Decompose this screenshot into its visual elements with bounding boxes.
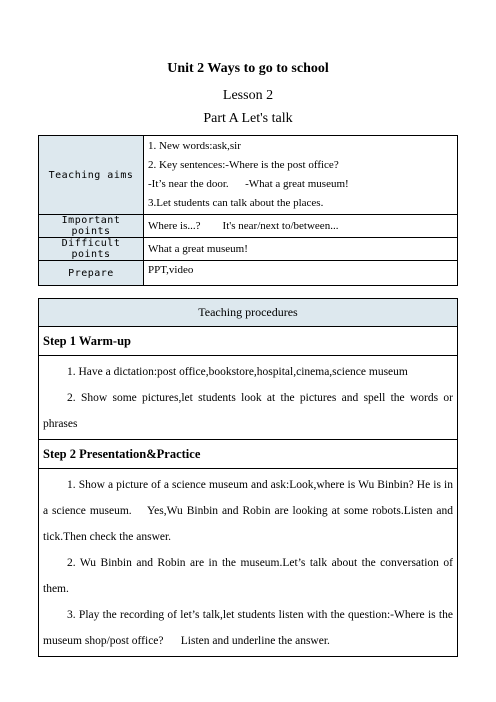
step-body-row — [39, 356, 458, 440]
step1-item: 1. Have a dictation:post office,bookstore,hospital,cinema,science museum — [67, 366, 408, 378]
unit-title: Unit 2 Ways to go to school — [167, 61, 329, 76]
important-content: Where is...? It's near/next to/between... — [144, 215, 458, 238]
aims-content — [144, 136, 458, 215]
important-label: Important points — [39, 215, 144, 238]
aims-row — [39, 136, 458, 215]
prepare-row — [39, 261, 458, 286]
difficult-content: What a great museum! — [144, 238, 458, 261]
lesson-title: Lesson 2 — [222, 88, 274, 103]
aims-line: -It’s near the door. -What a great museum! — [148, 178, 349, 190]
aims-label: Teaching aims — [39, 136, 144, 215]
difficult-label: Difficult points — [39, 238, 144, 261]
procedures-table — [38, 298, 458, 657]
step2-title: Step 2 Presentation&Practice — [39, 440, 458, 469]
prepare-content: PPT,video — [144, 261, 458, 286]
step2-item: 3. Play the recording of let’s talk,let students listen with the question:-Where is the museum shop/post office? Listen and underline the answer. — [43, 609, 456, 647]
important-row — [39, 215, 458, 238]
difficult-row — [39, 238, 458, 261]
part-title: Part A Let's talk — [203, 111, 293, 126]
prepare-label: Prepare — [39, 261, 144, 286]
step2-item: 1. Show a picture of a science museum and ask:Look,where is Wu Binbin? He is in a science museum. Yes,Wu Binbin and Robin are looking at some robots.Listen and tick.Then check the answer. — [43, 479, 456, 543]
lesson-info-table — [38, 135, 458, 286]
procedures-heading: Teaching procedures — [39, 299, 458, 327]
aims-line: 3.Let students can talk about the places. — [148, 197, 324, 209]
aims-line: 2. Key sentences:-Where is the post office? — [148, 159, 339, 171]
step1-item: 2. Show some pictures,let students look at the pictures and spell the words or phrases — [43, 392, 453, 430]
step1-body — [39, 356, 458, 440]
step-body-row — [39, 469, 458, 657]
step-row — [39, 327, 458, 356]
step1-title: Step 1 Warm-up — [39, 327, 458, 356]
step-row — [39, 440, 458, 469]
aims-line: 1. New words:ask,sir — [148, 140, 241, 152]
step2-item: 2. Wu Binbin and Robin are in the museum.Let’s talk about the conversation of them. — [43, 557, 453, 595]
procedures-heading-row — [39, 299, 458, 327]
step2-body — [39, 469, 458, 657]
